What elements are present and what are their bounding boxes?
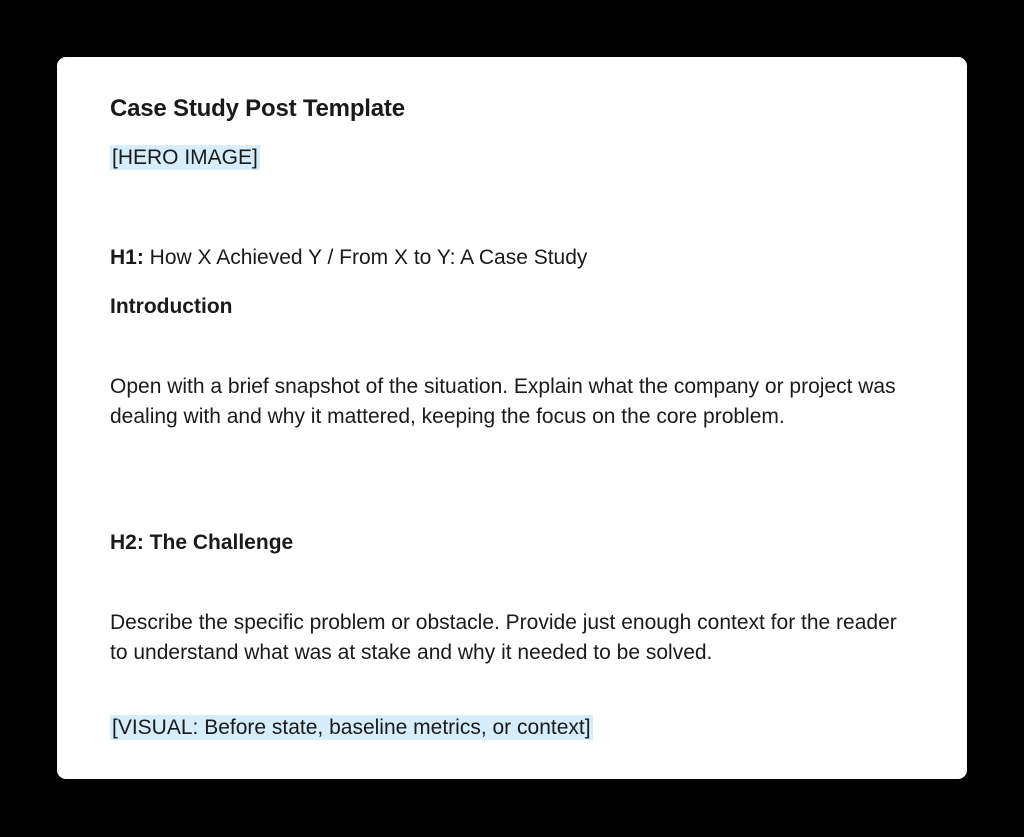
document-card bbox=[57, 57, 967, 779]
h1-text: How X Achieved Y / From X to Y: A Case Study bbox=[143, 246, 588, 269]
visual-placeholder-line bbox=[110, 716, 593, 740]
visual-placeholder: [VISUAL: Before state, baseline metrics, or context] bbox=[112, 716, 591, 739]
intro-heading: Introduction bbox=[110, 295, 233, 318]
document-title: Case Study Post Template bbox=[110, 95, 405, 122]
h1-line bbox=[110, 246, 587, 270]
intro-paragraph: Open with a brief snapshot of the situation. Explain what the company or project was dealing with and why it mattered, keeping the focus on the core problem. bbox=[110, 375, 896, 428]
hero-image-placeholder: [HERO IMAGE] bbox=[112, 146, 258, 169]
challenge-paragraph: Describe the specific problem or obstacle. Provide just enough context for the reader to understand what was at stake and why it needed to be solved. bbox=[110, 611, 897, 664]
hero-image-placeholder-line bbox=[110, 146, 260, 170]
h1-prefix: H1: bbox=[110, 246, 144, 269]
challenge-heading: H2: The Challenge bbox=[110, 531, 294, 554]
